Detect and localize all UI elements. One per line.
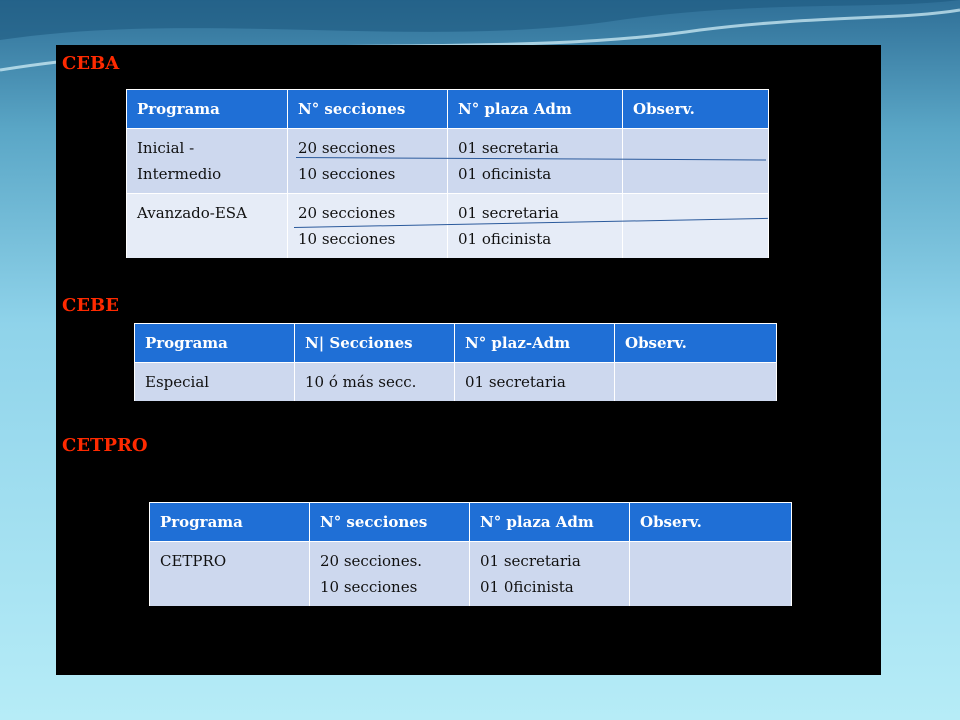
table-cell bbox=[448, 129, 623, 194]
table-cell bbox=[310, 542, 470, 607]
table-cell: 10 ó más secc. bbox=[295, 363, 455, 402]
cell-text: 20 secciones. bbox=[320, 552, 423, 570]
table-row bbox=[127, 194, 769, 259]
cell-text: 01 0ficinista bbox=[480, 578, 574, 596]
slide-content bbox=[56, 45, 881, 675]
header-cell: N° secciones bbox=[310, 503, 470, 542]
ceba-header-row bbox=[127, 90, 769, 129]
cebe-header-row bbox=[135, 324, 777, 363]
table-row bbox=[150, 542, 792, 607]
cell-text: 10 secciones bbox=[298, 230, 396, 248]
table-cell bbox=[448, 194, 623, 259]
cell-text: 01 secretaria bbox=[480, 552, 581, 570]
header-cell: Observ. bbox=[615, 324, 777, 363]
header-cell: N° plaza Adm bbox=[448, 90, 623, 129]
ceba-table bbox=[126, 89, 769, 258]
header-cell: Programa bbox=[127, 90, 288, 129]
table-cell: Especial bbox=[135, 363, 295, 402]
table-cell bbox=[623, 129, 769, 194]
cell-text: Inicial - bbox=[137, 139, 195, 157]
header-cell: Programa bbox=[150, 503, 310, 542]
header-cell: N° plaza Adm bbox=[470, 503, 630, 542]
table-row bbox=[135, 363, 777, 402]
table-cell bbox=[127, 194, 288, 259]
header-cell: N| Secciones bbox=[295, 324, 455, 363]
cell-text: 01 secretaria bbox=[458, 204, 559, 222]
header-cell: Observ. bbox=[630, 503, 792, 542]
cetpro-table bbox=[149, 502, 792, 606]
cell-text: 10 secciones bbox=[320, 578, 418, 596]
cetpro-title: CETPRO bbox=[62, 435, 148, 456]
cell-text: 01 oficinista bbox=[458, 165, 552, 183]
table-cell bbox=[615, 363, 777, 402]
table-cell bbox=[127, 129, 288, 194]
cell-text: 20 secciones bbox=[298, 204, 396, 222]
cell-text: Avanzado-ESA bbox=[137, 204, 247, 222]
cell-text: 01 secretaria bbox=[458, 139, 559, 157]
header-cell: Observ. bbox=[623, 90, 769, 129]
table-cell bbox=[470, 542, 630, 607]
table-cell bbox=[630, 542, 792, 607]
cell-text: 01 oficinista bbox=[458, 230, 552, 248]
header-cell: N° secciones bbox=[288, 90, 448, 129]
cell-text: 10 secciones bbox=[298, 165, 396, 183]
cetpro-header-row bbox=[150, 503, 792, 542]
table-cell bbox=[623, 194, 769, 259]
header-cell: Programa bbox=[135, 324, 295, 363]
cebe-table bbox=[134, 323, 777, 401]
header-cell: N° plaz-Adm bbox=[455, 324, 615, 363]
cell-text: Intermedio bbox=[137, 165, 222, 183]
table-cell bbox=[288, 129, 448, 194]
table-cell: CETPRO bbox=[150, 542, 310, 607]
ceba-title: CEBA bbox=[62, 53, 120, 74]
table-row bbox=[127, 129, 769, 194]
cebe-title: CEBE bbox=[62, 295, 119, 316]
cell-text: 20 secciones bbox=[298, 139, 396, 157]
table-cell: 01 secretaria bbox=[455, 363, 615, 402]
